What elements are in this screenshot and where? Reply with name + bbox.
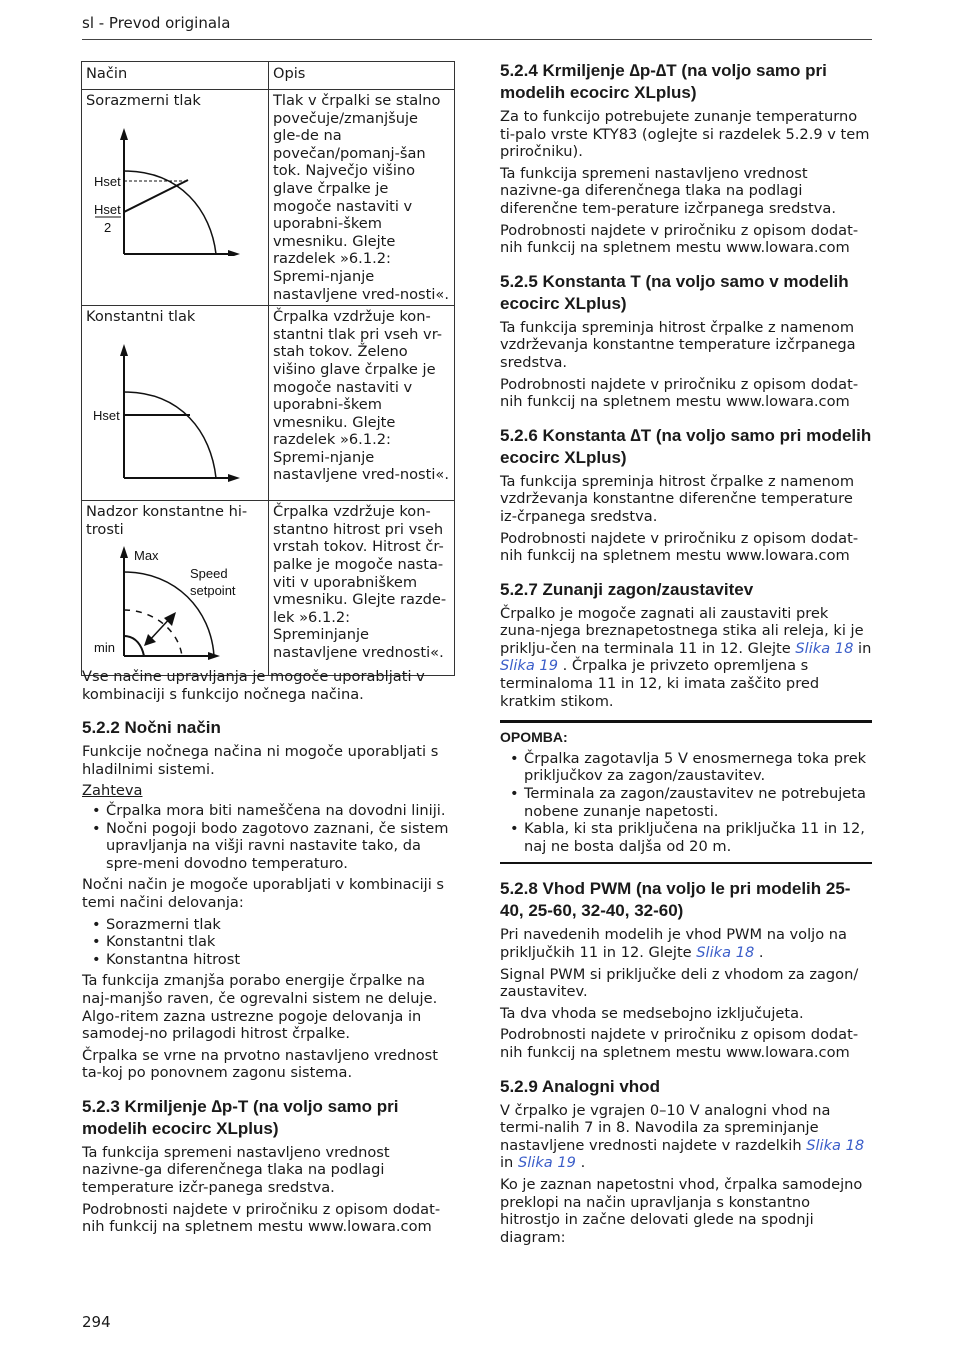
section-heading-5-2-5: 5.2.5 Konstanta T (na voljo samo v modelih ecocirc XLplus): [500, 271, 849, 313]
table-row: [82, 90, 455, 306]
section-heading-5-2-2: 5.2.2 Nočni način: [82, 718, 221, 738]
mode-name: Nadzor konstantne hi-trosti: [86, 503, 248, 538]
y-axis-arrow: [120, 128, 128, 140]
list-item: • Črpalka zagotavlja 5 V enosmernega toka prek priključkov za zagon/zaustavitev.: [500, 750, 872, 785]
paragraph: Nočni način je mogoče uporabljati v kombinaciji s temi načini delovanja:: [82, 876, 445, 911]
table-row: [82, 501, 455, 676]
min-label: min: [94, 640, 115, 656]
speed-setpoint-label-2: setpoint: [190, 583, 236, 599]
page-header: sl - Prevod originala: [82, 14, 231, 32]
paragraph: [500, 926, 872, 961]
mode-name: Sorazmerni tlak: [86, 92, 201, 109]
table-header-mode: Način: [82, 62, 269, 90]
text-run: . Črpalka je privzeto opremljena s terminaloma 11 in 12, ki imata zaščito pred kratkim stikom.: [500, 657, 820, 710]
table-cell-desc: Tlak v črpalki se stalno povečuje/zmanjšuje gle-de na povečan/pomanj-šan tok. Največjo višino glave črpalke je mogoče nastaviti v uporabni-škem vmesniku. Glejte razdelek »6.1.2: Spremi-njanje nastavljene vred-nosti«.: [269, 90, 455, 306]
paragraph: Ta funkcija spreminja hitrost črpalke z namenom vzdrževanja konstantne diferenčne temperature iz-črpanega sredstva.: [500, 472, 855, 525]
requirement-list: [82, 802, 454, 872]
proportional-line: [124, 180, 188, 212]
header-rule: [82, 39, 872, 40]
paragraph: Signal PWM si priključke deli z vhodom za zagon/ zaustavitev.: [500, 965, 859, 1001]
paragraph: Ta funkcija zmanjša porabo energije črpalke na naj-manjšo raven, če ogrevalni sistem ne deluje. Algo-ritem zazna ustrezne pogoje delovanja in samodej-no prilagodi hitrost črpalke.: [82, 972, 438, 1043]
paragraph: Podrobnosti najdete v priročniku z opisom dodat-nih funkcij na spletnem mestu www.lowara.com: [500, 375, 859, 411]
control-modes-table: [81, 61, 455, 676]
right-column: [500, 46, 872, 1250]
hset-label: Hset: [94, 173, 121, 189]
table-row: [82, 306, 455, 501]
note-title: OPOMBA:: [500, 729, 568, 746]
list-item: • Kabla, ki sta priključena na priključka 11 in 12, naj ne bosta daljša od 20 m.: [500, 820, 872, 855]
text-run: .: [575, 1154, 586, 1172]
table-cell-mode: [82, 90, 269, 306]
text-run: in: [853, 639, 872, 657]
text-run: V črpalko je vgrajen 0–10 V analogni vhod na termi-nalih 7 in 8. Navodila za spreminjanje nastavljene vrednosti najdete v razdelkih: [500, 1101, 831, 1154]
paragraph: Ko je zaznan napetostni vhod, črpalka samodejno preklopi na način upravljanja s konstantno hitrostjo in začne delovati glede na spodnji diagram:: [500, 1175, 863, 1246]
paragraph: [500, 1102, 872, 1172]
text-run: .: [754, 944, 764, 961]
constant-speed-diagram: [86, 540, 256, 660]
proportional-pressure-diagram: [86, 116, 256, 256]
text-run: Črpalko je mogoče zagnati ali zaustaviti prek zuna-njega breznapetostnega stika ali releja, ki je priklju-čen na terminala 11 in 12. Glejte: [500, 604, 864, 657]
list-item: • Konstantni tlak: [82, 933, 454, 951]
paragraph: Črpalka se vrne na prvotno nastavljeno vrednost ta-koj po ponovnem zagonu sistema.: [82, 1046, 438, 1082]
text-run: Pri navedenih modelih je vhod PWM na voljo na priključkih 11 in 12. Glejte: [500, 926, 847, 961]
list-item: • Črpalka mora biti nameščena na dovodni liniji.: [82, 802, 454, 820]
hset-label: Hset: [93, 407, 120, 423]
speed-setpoint-label-1: Speed: [190, 566, 228, 582]
figure-link-19[interactable]: Slika 19: [517, 1154, 576, 1172]
section-heading-5-2-6: 5.2.6 Konstanta ∆T (na voljo samo pri modelih ecocirc XLplus): [500, 425, 872, 467]
hset-half-denominator: 2: [104, 219, 112, 235]
paragraph: [500, 605, 872, 711]
constant-pressure-diagram: [86, 332, 256, 482]
list-item: • Konstantna hitrost: [82, 951, 454, 969]
x-axis-arrow: [228, 474, 240, 482]
paragraph: Ta funkcija spremeni nastavljeno vrednost nazivne-ga diferenčnega tlaka na podlagi temperature izčr-panega sredstva.: [82, 1143, 390, 1197]
min-curve: [124, 636, 144, 656]
list-item: • Sorazmerni tlak: [82, 916, 454, 934]
figure-link-18[interactable]: Slika 18: [795, 639, 854, 657]
page-number: 294: [82, 1313, 111, 1331]
paragraph: Vse načine upravljanja je mogoče uporabljati v kombinaciji s funkcijo nočnega načina.: [82, 668, 425, 703]
table-header-desc: Opis: [269, 62, 455, 90]
mode-list: [82, 916, 454, 969]
paragraph: Ta dva vhoda se medsebojno izključujeta.: [500, 1004, 804, 1022]
pump-curve: [124, 171, 216, 254]
paragraph: Za to funkcijo potrebujete zunanje temperaturno ti-palo vrste KTY83 (oglejte si razdelek 5.2.9 v tem priročniku).: [500, 108, 870, 161]
note-list: [500, 750, 872, 856]
y-axis-arrow: [120, 344, 128, 356]
paragraph: Podrobnosti najdete v priročniku z opisom dodat-nih funkcij na spletnem mestu www.lowara.com: [500, 529, 859, 565]
section-heading-5-2-7: 5.2.7 Zunanji zagon/zaustavitev: [500, 579, 754, 599]
paragraph: Funkcije nočnega načina ni mogoče uporabljati s hladilnimi sistemi.: [82, 743, 439, 778]
paragraph: Podrobnosti najdete v priročniku z opisom dodat-nih funkcij na spletnem mestu www.lowara.com: [82, 1200, 441, 1236]
text-run: in: [500, 1154, 518, 1172]
paragraph: Podrobnosti najdete v priročniku z opisom dodat-nih funkcij na spletnem mestu www.lowara.com: [500, 221, 859, 257]
table-header-row: [82, 62, 455, 90]
section-heading-5-2-8: 5.2.8 Vhod PWM (na voljo le pri modelih 25-40, 25-60, 32-40, 32-60): [500, 879, 851, 921]
requirement-heading: Zahteva: [82, 782, 143, 800]
section-heading-5-2-9: 5.2.9 Analogni vhod: [500, 1076, 660, 1096]
table-cell-mode: [82, 306, 269, 501]
section-heading-5-2-4: 5.2.4 Krmiljenje ∆p-∆T (na voljo samo pri modelih ecocirc XLplus): [500, 61, 827, 102]
paragraph: Ta funkcija spreminja hitrost črpalke z namenom vzdrževanja konstantne temperature izčrpanega sredstva.: [500, 318, 856, 371]
figure-link-19[interactable]: Slika 19: [500, 657, 558, 675]
x-axis-arrow: [228, 250, 240, 256]
paragraph: Podrobnosti najdete v priročniku z opisom dodat-nih funkcij na spletnem mestu www.lowara.com: [500, 1026, 859, 1061]
pump-curve: [124, 392, 216, 478]
note-box: [500, 720, 872, 864]
max-label: Max: [134, 548, 159, 564]
table-cell-desc: Črpalka vzdržuje kon-stantno hitrost pri vseh vrstah tokov. Hitrost čr-palke je mogoče nasta-viti v uporabniškem vmesniku. Glejte razde-lek »6.1.2: Spreminjanje nastavljene vrednosti«.: [269, 501, 455, 676]
list-item: • Terminala za zagon/zaustavitev ne potrebujeta nobene zunanje napetosti.: [500, 785, 872, 820]
y-axis-arrow: [120, 546, 128, 558]
figure-link-18[interactable]: Slika 18: [806, 1136, 865, 1154]
hset-half-label: Hset: [94, 201, 121, 217]
left-column: [82, 668, 454, 1240]
paragraph: Ta funkcija spremeni nastavljeno vrednost nazivne-ga diferenčnega tlaka na podlagi diferenčne tem-perature izčrpanega sredstva.: [500, 164, 836, 217]
mode-name: Konstantni tlak: [86, 308, 196, 326]
table-cell-desc: Črpalka vzdržuje kon-stantni tlak pri vseh vr-stah tokov. Želeno višino glave črpalke je mogoče nastaviti v uporabni-škem vmesniku. Glejte razdelek »6.1.2: Spremi-njanje nastavljene vred-nosti«.: [269, 306, 455, 501]
figure-link-18[interactable]: Slika 18: [696, 944, 755, 961]
table-cell-mode: [82, 501, 269, 676]
list-item: • Nočni pogoji bodo zagotovo zaznani, če sistem upravljanja na višji ravni nastavite tako, da spre-meni dovodno temperaturo.: [82, 820, 454, 873]
adjust-arrow-head-up: [164, 612, 176, 626]
section-heading-5-2-3: 5.2.3 Krmiljenje ∆p-T (na voljo samo pri modelih ecocirc XLplus): [82, 1096, 399, 1138]
